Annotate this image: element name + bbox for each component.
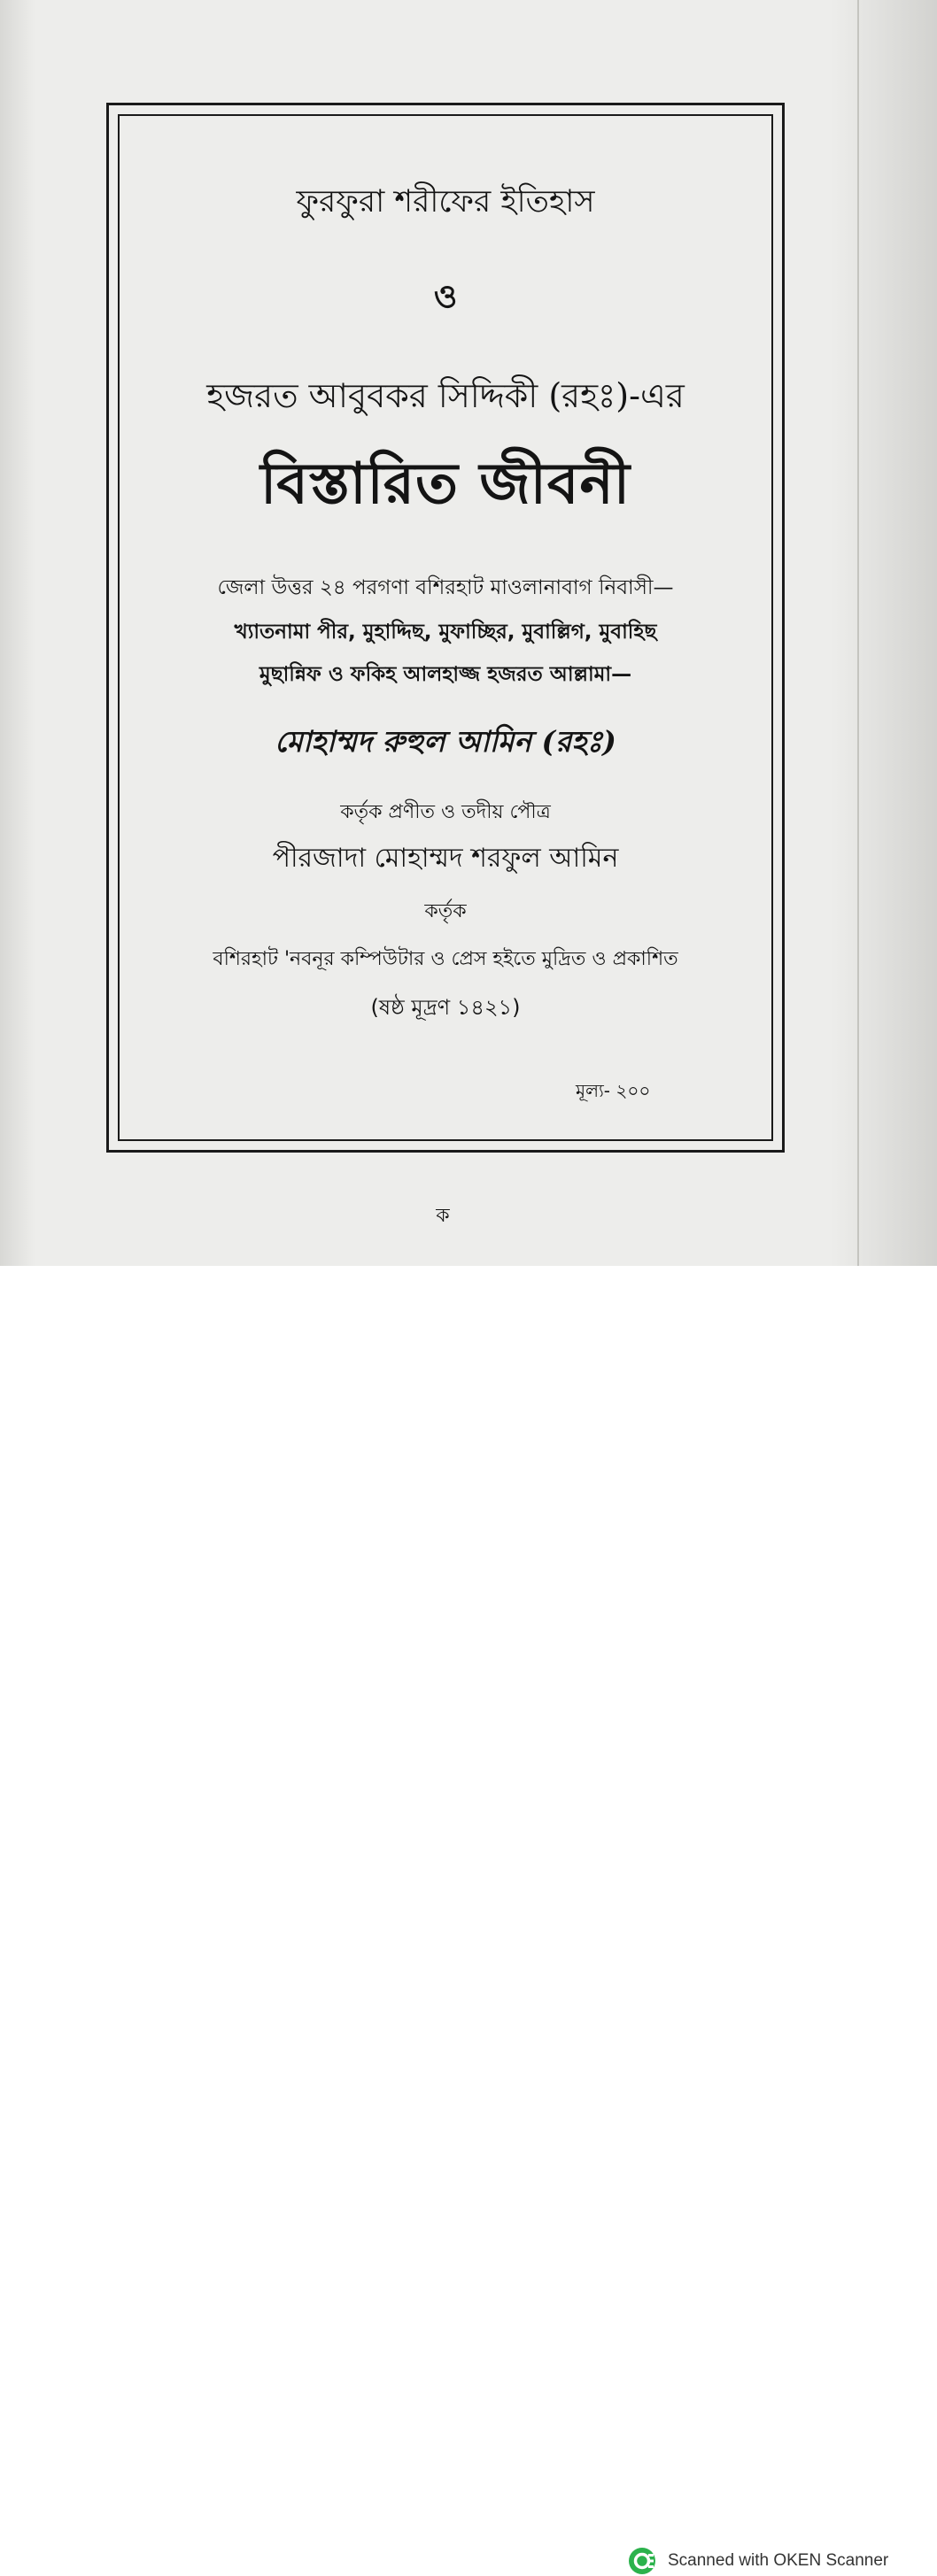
press-line: বশিরহাট 'নবনূর কম্পিউটার ও প্রেস হইতে মুদ্রিত ও প্রকাশিত bbox=[213, 948, 678, 970]
author-name: মোহাম্মদ রুহুল আমিন (রহঃ) bbox=[275, 724, 616, 759]
oken-scanner-logo-icon bbox=[627, 2546, 657, 2576]
description-line-2: খ্যাতনামা পীর, মুহাদ্দিছ, মুফাচ্ছির, মুবাল্লিগ, মুবাহিছ bbox=[234, 621, 657, 644]
by-label: কর্তৃক bbox=[424, 900, 467, 922]
scanned-page bbox=[0, 0, 937, 1266]
grandson-name: পীরজাদা মোহাম্মদ শরফুল আমিন bbox=[272, 843, 619, 874]
page-fold-line bbox=[857, 0, 859, 1266]
description-line-3: মুছান্নিফ ও ফকিহ আলহাজ্জ হজরত আল্লামা— bbox=[259, 663, 632, 686]
page-number-letter: ক bbox=[436, 1205, 450, 1227]
scanner-watermark bbox=[627, 2546, 888, 2576]
main-title: বিস্তারিত জীবনী bbox=[259, 451, 631, 517]
price-label: মূল্য- ২০০ bbox=[576, 1080, 651, 1101]
heading-line-1: ফুরফুরা শরীফের ইতিহাস bbox=[296, 184, 595, 220]
edition-line: (ষষ্ঠ মূদ্রণ ১৪২১) bbox=[370, 995, 521, 1020]
scanner-watermark-text: Scanned with OKEN Scanner bbox=[668, 2551, 889, 2570]
heading-line-2: হজরত আবুবকর সিদ্দিকী (রহঃ)-এর bbox=[206, 376, 685, 415]
description-line-1: জেলা উত্তর ২৪ পরগণা বশিরহাট মাওলানাবাগ নিবাসী— bbox=[217, 576, 674, 599]
heading-conjunction: ও bbox=[433, 278, 458, 315]
scanner-footer bbox=[0, 1266, 937, 2570]
page-edge-shadow-right bbox=[831, 0, 937, 1266]
page-edge-shadow-left bbox=[0, 0, 35, 1266]
authored-by-line: কর্তৃক প্রণীত ও তদীয় পৌত্র bbox=[340, 801, 551, 823]
